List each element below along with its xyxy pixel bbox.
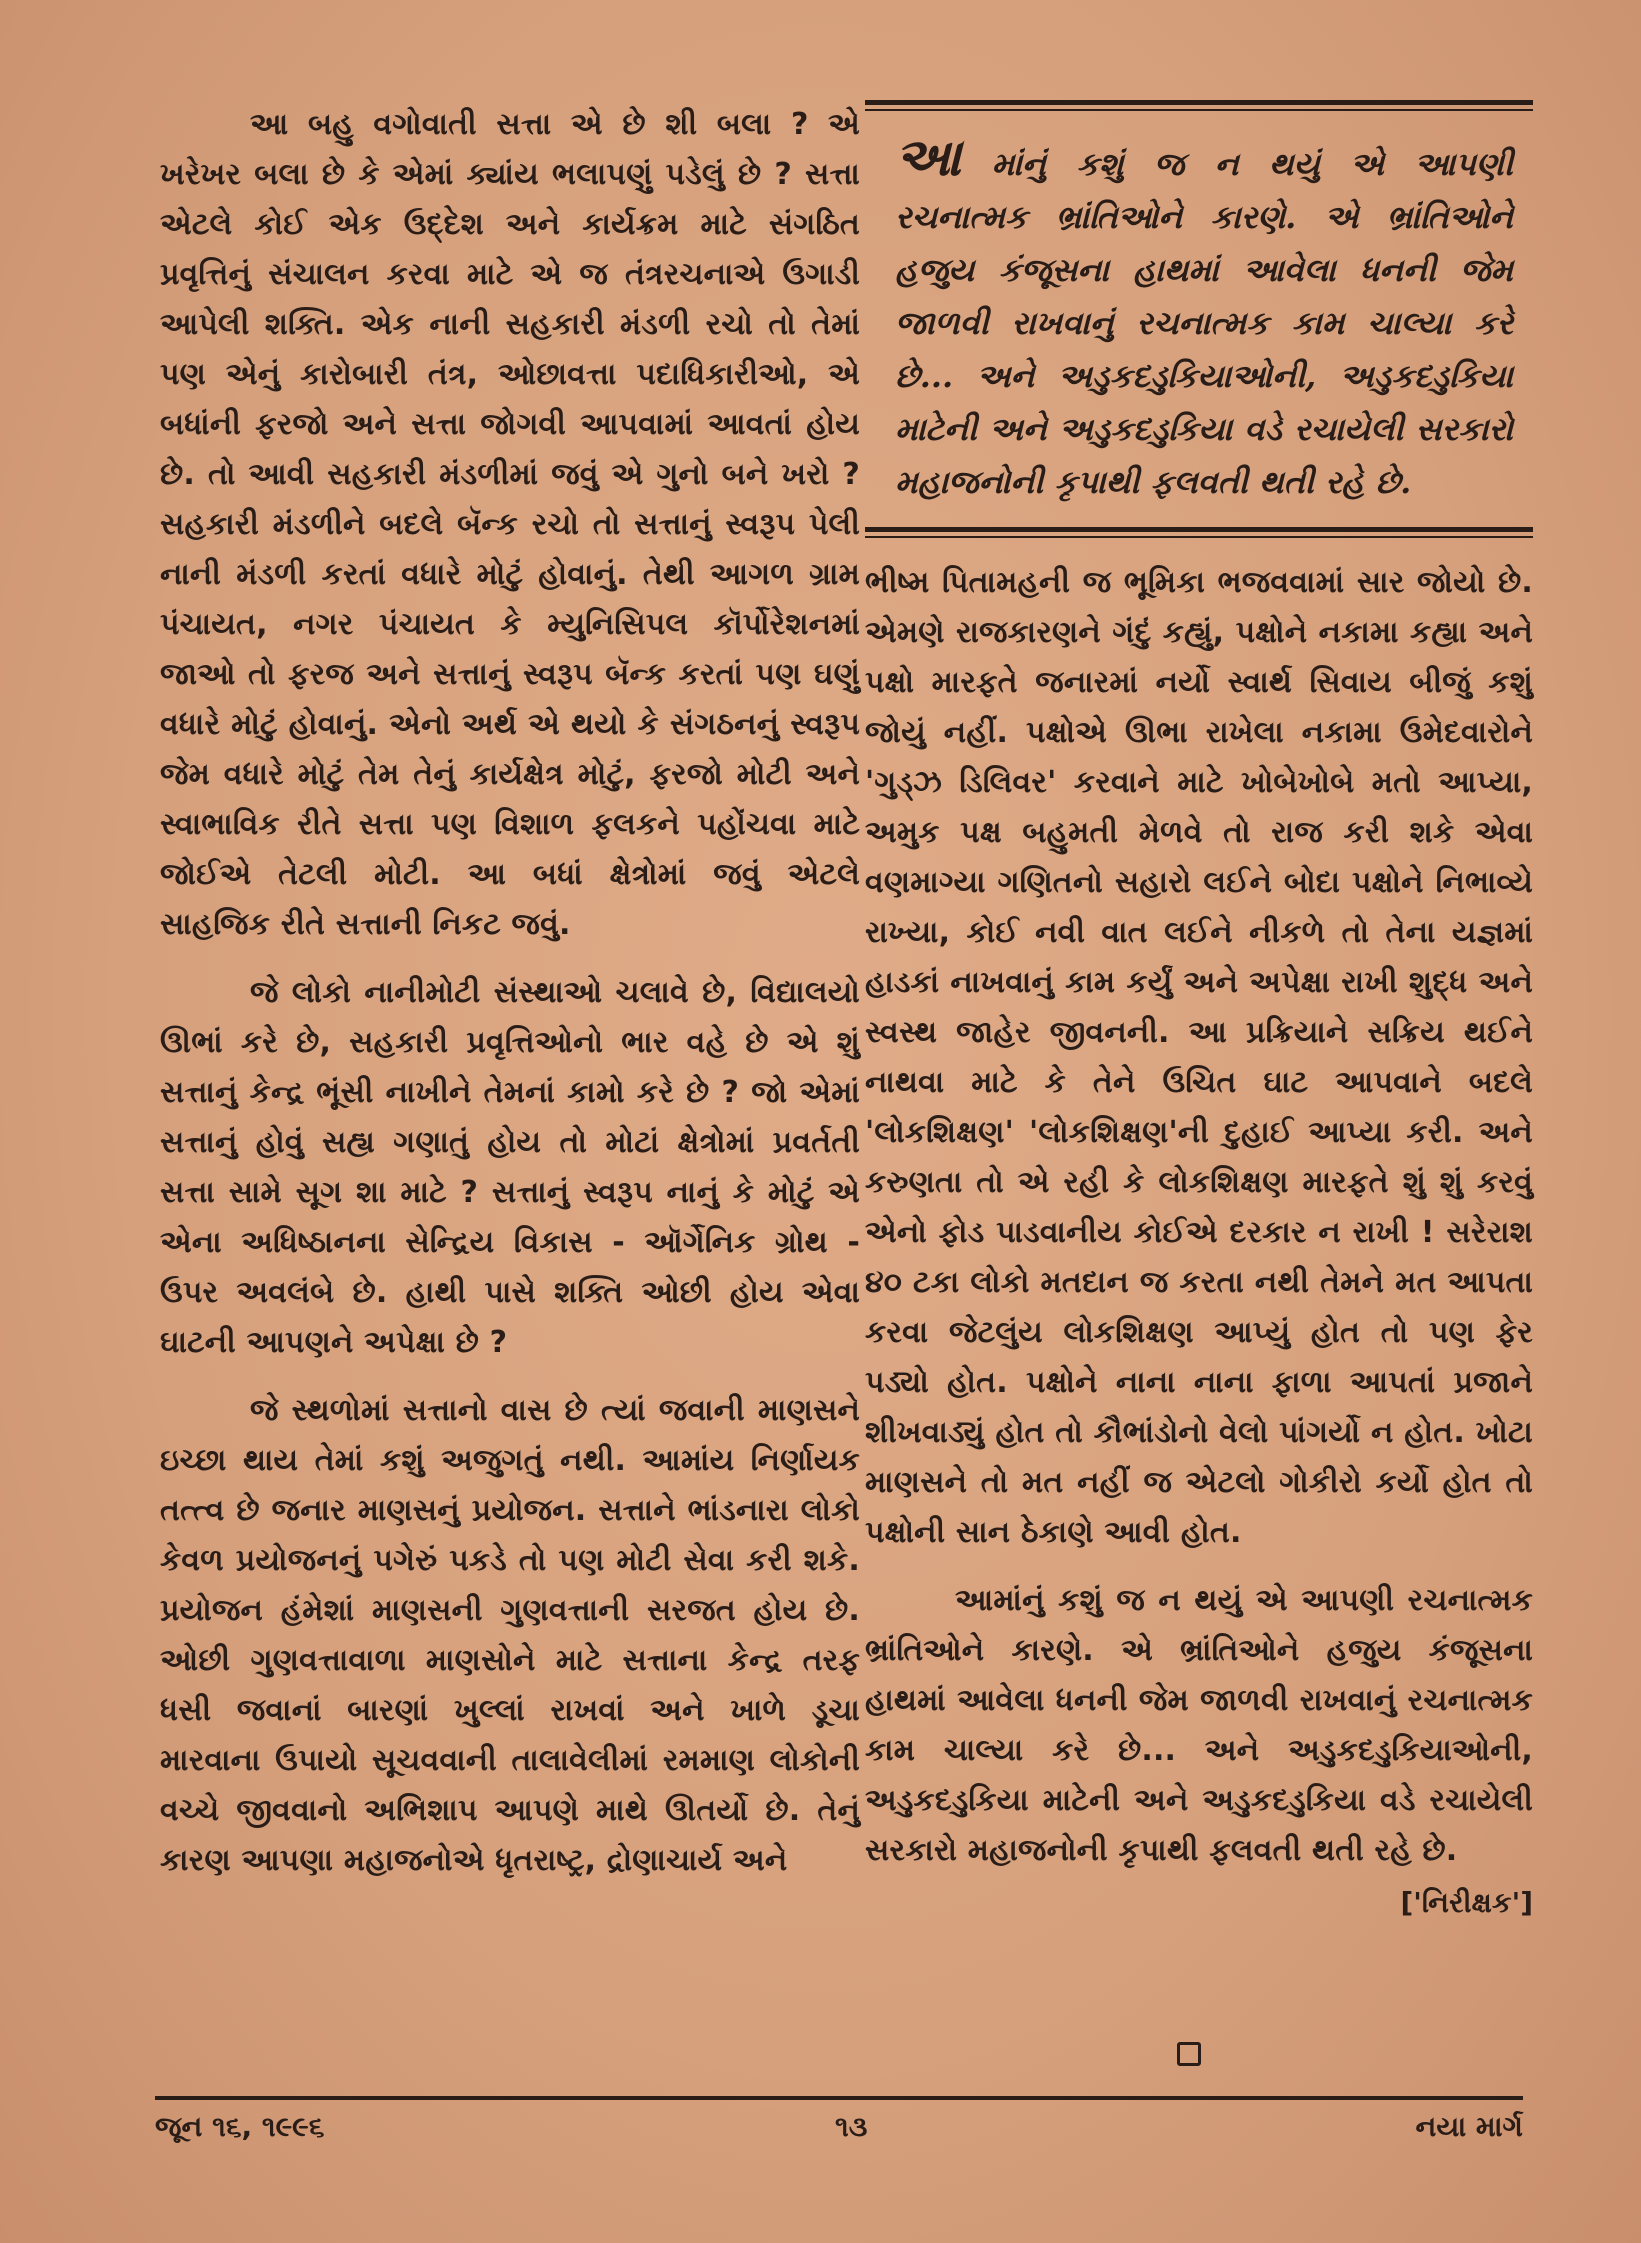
right-paragraph-1: ભીષ્મ પિતામહની જ ભૂમિકા ભજવવામાં સાર જોયો છે. એમણે રાજકારણને ગંદું કહ્યું, પક્ષોને નકામા કહ્યા અને પક્ષો મારફતે જનારમાં નર્યો સ્વાર્થ સિવાય બીજું કશું જોયું નહીં. પક્ષોએ ઊભા રાખેલા નકામા ઉમેદવારોને 'ગુડ્ઝ ડિલિવર' કરવાને માટે ખોબેખોબે મતો આપ્યા, અમુક પક્ષ બહુમતી મેળવે તો રાજ કરી શકે એવા વણમાગ્યા ગણિતનો સહારો લઈને બોદા પક્ષોને નિભાવ્યે રાખ્યા, કોઈ નવી વાત લઈને નીકળે તો તેના યજ્ઞમાં હાડકાં નાખવાનું કામ કર્યું અને અપેક્ષા રાખી શુદ્ધ અને સ્વસ્થ જાહેર જીવનની. આ પ્રક્રિયાને સક્રિય થઈને નાથવા માટે કે તેને ઉચિત ઘાટ આપવાને બદલે 'લોકશિક્ષણ' 'લોકશિક્ષણ'ની દુહાઈ આપ્યા કરી. અને કરુણતા તો એ રહી કે લોકશિક્ષણ મારફતે શું શું કરવું એનો ફોડ પાડવાનીય કોઈએ દરકાર ન રાખી ! સરેરાશ ૪૦ ટકા લોકો મતદાન જ કરતા નથી તેમને મત આપતા કરવા જેટલુંય લોકશિક્ષણ આપ્યું હોત તો પણ ફેર પડ્યો હોત. પક્ષોને નાના નાના ફાળા આપતાં પ્રજાને શીખવાડ્યું હોત તો કૌભાંડોનો વેલો પાંગર્યો ન હોત. ખોટા માણસને તો મત નહીં જ એટલો ગોકીરો કર્યો હોત તો પક્ષોની સાન ઠેકાણે આવી હોત. (865, 565, 1533, 1550)
pull-quote-top-rule (865, 100, 1533, 111)
source-credit: ['નિરીક્ષક'] (1400, 1886, 1533, 1919)
left-paragraph-3: જે સ્થળોમાં સત્તાનો વાસ છે ત્યાં જવાની માણસને ઇચ્છા થાય તેમાં કશું અજુગતું નથી. આમાંય નિર્ણાયક તત્ત્વ છે જનાર માણસનું પ્રયોજન. સત્તાને ભાંડનારા લોકો કેવળ પ્રયોજનનું પગેરું પકડે તો પણ મોટી સેવા કરી શકે. પ્રયોજન હંમેશાં માણસની ગુણવત્તાની સરજત હોય છે. ઓછી ગુણવત્તાવાળા માણસોને માટે સત્તાના કેન્દ્ર તરફ ધસી જવાનાં બારણાં ખુલ્લાં રાખવાં અને ખાળે ડૂચા મારવાના ઉપાયો સૂચવવાની તાલાવેલીમાં રમમાણ લોકોની વચ્ચે જીવવાનો અભિશાપ આપણે માથે ઊતર્યો છે. તેનું કારણ આપણા મહાજનોએ ધૃતરાષ્ટ્ર, દ્રોણાચાર્ય અને (160, 1393, 860, 1878)
left-column (160, 100, 860, 1886)
right-column (865, 100, 1533, 1920)
right-paragraph-2: આમાંનું કશું જ ન થયું એ આપણી રચનાત્મક ભ્રાંતિઓને કારણે. એ ભ્રાંતિઓને હજુય કંજૂસના હાથમાં આવેલા ધનની જેમ જાળવી રાખવાનું રચનાત્મક કામ ચાલ્યા કરે છે... અને અડુકદડુકિયાઓની, અડુકદડુકિયા માટેની અને અડુકદડુકિયા વડે રચાયેલી સરકારો મહાજનોની કૃપાથી ફલવતી થતી રહે છે. (865, 1583, 1533, 1868)
footer-page-number: ૧૩ (835, 2110, 868, 2143)
pull-quote (865, 127, 1533, 509)
page-footer (155, 2096, 1523, 2143)
pull-quote-dropcap: આ (895, 127, 962, 188)
pull-quote-bottom-rule (865, 527, 1533, 538)
left-paragraph-2: જે લોકો નાનીમોટી સંસ્થાઓ ચલાવે છે, વિદ્યાલયો ઊભાં કરે છે, સહકારી પ્રવૃત્તિઓનો ભાર વહે છે એ શું સત્તાનું કેન્દ્ર ભૂંસી નાખીને તેમનાં કામો કરે છે ? જો એમાં સત્તાનું હોવું સહ્ય ગણાતું હોય તો મોટાં ક્ષેત્રોમાં પ્રવર્તતી સત્તા સામે સૂગ શા માટે ? સત્તાનું સ્વરૂપ નાનું કે મોટું એ એના અધિષ્ઠાનના સેન્દ્રિય વિકાસ - ઑર્ગેનિક ગ્રોથ - ઉપર અવલંબે છે. હાથી પાસે શક્તિ ઓછી હોય એવા ઘાટની આપણને અપેક્ષા છે ? (160, 975, 860, 1360)
end-mark-square-icon (1177, 2042, 1201, 2066)
footer-date: જૂન ૧૬, ૧૯૯૬ (155, 2110, 325, 2143)
pull-quote-text: માંનું કશું જ ન થયું એ આપણી રચનાત્મક ભ્રાંતિઓને કારણે. એ ભ્રાંતિઓને હજુય કંજૂસના હાથમાં આવેલા ધનની જેમ જાળવી રાખવાનું રચનાત્મક કામ ચાલ્યા કરે છે... અને અડુકદડુકિયાઓની, અડુકદડુકિયા માટેની અને અડુકદડુકિયા વડે રચાયેલી સરકારો મહાજનોની કૃપાથી ફલવતી થતી રહે છે. (895, 145, 1513, 501)
footer-magazine-name: નયા માર્ગ (1415, 2110, 1523, 2143)
left-paragraph-1: આ બહુ વગોવાતી સત્તા એ છે શી બલા ? એ ખરેખર બલા છે કે એમાં ક્યાંય ભલાપણું પડેલું છે ? સત્તા એટલે કોઈ એક ઉદ્દેશ અને કાર્યક્રમ માટે સંગઠિત પ્રવૃત્તિનું સંચાલન કરવા માટે એ જ તંત્રરચનાએ ઉગાડી આપેલી શક્તિ. એક નાની સહકારી મંડળી રચો તો તેમાં પણ એનું કારોબારી તંત્ર, ઓછાવત્તા પદાધિકારીઓ, એ બધાંની ફરજો અને સત્તા જોગવી આપવામાં આવતાં હોય છે. તો આવી સહકારી મંડળીમાં જવું એ ગુનો બને ખરો ? સહકારી મંડળીને બદલે બૅન્ક રચો તો સત્તાનું સ્વરૂપ પેલી નાની મંડળી કરતાં વધારે મોટું હોવાનું. તેથી આગળ ગ્રામ પંચાયત, નગર પંચાયત કે મ્યુનિસિપલ કૉર્પોરેશનમાં જાઓ તો ફરજ અને સત્તાનું સ્વરૂપ બૅન્ક કરતાં પણ ઘણું વધારે મોટું હોવાનું. એનો અર્થ એ થયો કે સંગઠનનું સ્વરૂપ જેમ વધારે મોટું તેમ તેનું કાર્યક્ષેત્ર મોટું, ફરજો મોટી અને સ્વાભાવિક રીતે સત્તા પણ વિશાળ ફલકને પહોંચવા માટે જોઈએ તેટલી મોટી. આ બધાં ક્ષેત્રોમાં જવું એટલે સાહજિક રીતે સત્તાની નિકટ જવું. (160, 107, 860, 942)
